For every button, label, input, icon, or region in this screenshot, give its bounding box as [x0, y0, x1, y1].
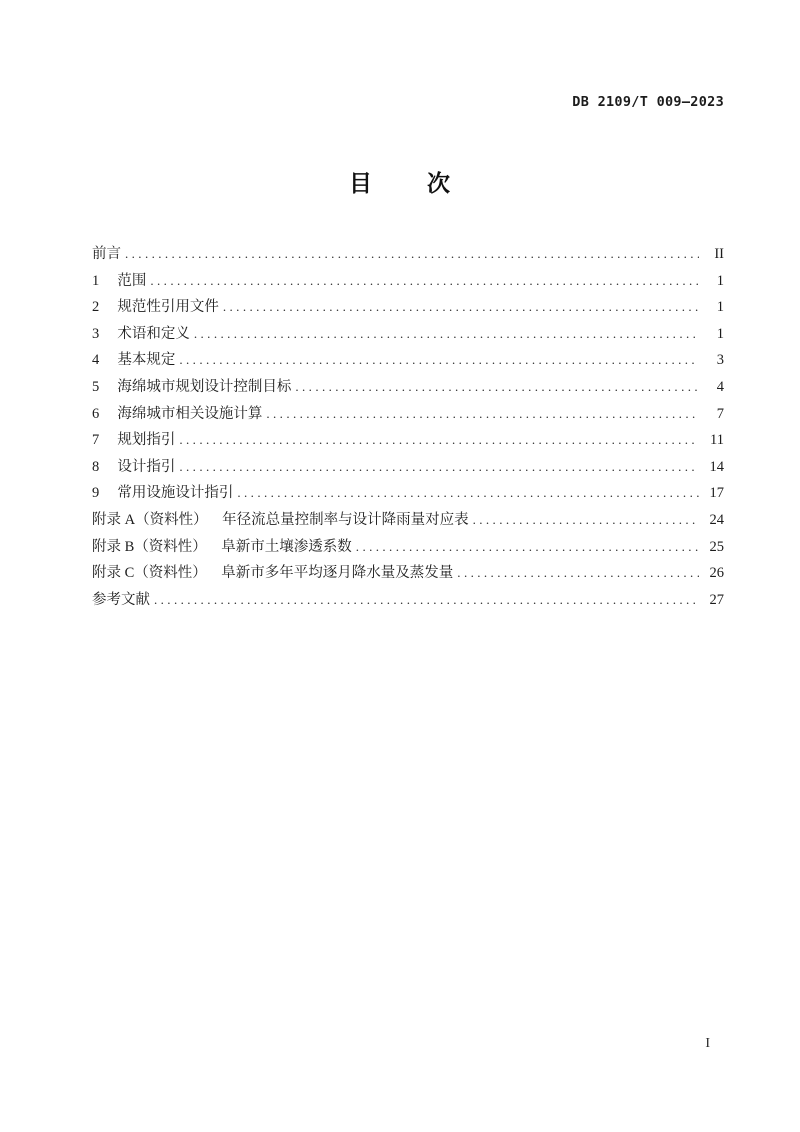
toc-entry-label: 8 设计指引	[92, 458, 176, 475]
toc-leader-dots	[237, 480, 699, 507]
toc-entry	[92, 401, 724, 428]
toc-entry-page: 17	[709, 485, 724, 502]
toc-entry	[92, 321, 724, 348]
toc-entry-page: 25	[709, 538, 724, 555]
toc-entry-page: 1	[716, 325, 724, 342]
toc-leader-dots	[473, 507, 699, 534]
toc-leader-dots	[266, 401, 699, 428]
toc-leader-dots	[194, 321, 699, 348]
toc-entry	[92, 268, 724, 295]
toc-entry	[92, 534, 724, 561]
standard-code: DB 2109/T 009—2023	[572, 94, 724, 110]
toc-entry	[92, 560, 724, 587]
toc-entry-page: 1	[716, 272, 724, 289]
toc-entry-label: 参考文献	[92, 591, 150, 608]
toc-leader-dots	[295, 374, 699, 401]
toc-leader-dots	[179, 454, 699, 481]
toc-leader-dots	[457, 560, 699, 587]
toc-entry-label: 9 常用设施设计指引	[92, 485, 234, 502]
toc-entry	[92, 454, 724, 481]
toc-entry-label: 2 规范性引用文件	[92, 299, 219, 316]
toc-leader-dots	[179, 347, 699, 374]
toc-leader-dots	[125, 241, 699, 268]
toc-entry-page: 11	[710, 432, 724, 449]
toc-entry	[92, 294, 724, 321]
toc-entry-label: 3 术语和定义	[92, 325, 190, 342]
toc-entry-label: 1 范围	[92, 272, 147, 289]
toc-entry-page: 3	[716, 352, 724, 369]
toc-entry	[92, 507, 724, 534]
toc-entry-label: 5 海绵城市规划设计控制目标	[92, 378, 292, 395]
toc-entry-label: 附录 A（资料性） 年径流总量控制率与设计降雨量对应表	[92, 511, 469, 528]
toc	[92, 241, 724, 613]
toc-entry-label: 6 海绵城市相关设施计算	[92, 405, 263, 422]
toc-entry-page: 4	[716, 378, 724, 395]
toc-entry	[92, 427, 724, 454]
toc-leader-dots	[223, 294, 699, 321]
page-title: 目 次	[348, 171, 452, 197]
toc-entry-page: II	[714, 246, 724, 262]
toc-entry-page: 24	[709, 511, 724, 528]
toc-entry	[92, 374, 724, 401]
toc-entry-page: 27	[709, 591, 724, 608]
page-number: I	[705, 1036, 710, 1051]
toc-leader-dots	[356, 534, 699, 561]
toc-entry-label: 附录 B（资料性） 阜新市土壤渗透系数	[92, 538, 352, 555]
toc-entry-page: 14	[709, 458, 724, 475]
toc-entry	[92, 480, 724, 507]
toc-entry	[92, 587, 724, 614]
toc-entry-label: 附录 C（资料性） 阜新市多年平均逐月降水量及蒸发量	[92, 565, 454, 582]
toc-entry	[92, 241, 724, 268]
toc-entry-page: 7	[716, 405, 724, 422]
toc-entry-label: 4 基本规定	[92, 352, 176, 369]
toc-leader-dots	[154, 587, 699, 614]
toc-entry-page: 1	[716, 299, 724, 316]
toc-entry	[92, 347, 724, 374]
toc-leader-dots	[150, 268, 699, 295]
toc-entry-label: 7 规划指引	[92, 432, 176, 449]
toc-leader-dots	[179, 427, 699, 454]
toc-entry-page: 26	[709, 565, 724, 582]
toc-entry-label: 前言	[92, 246, 121, 262]
